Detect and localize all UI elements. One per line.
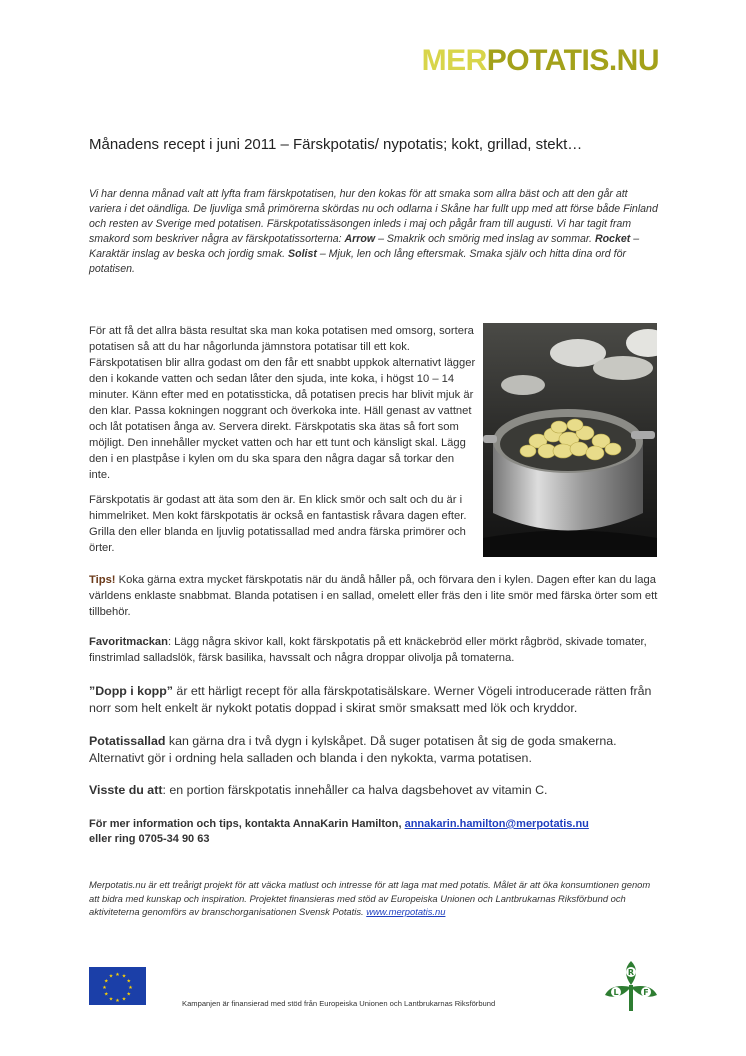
logo-part2: POTATIS.NU xyxy=(486,44,659,77)
visste-du-att-label: Visste du att xyxy=(89,783,163,797)
cooking-paragraph: För att få det allra bästa resultat ska man koka potatisen med omsorg, sortera potatisen så att du har någorlunda jämnstora potatisar till ett kok. Färskpotatisen blir allra godast om den får ett snabbt uppkok alternativt lägger den i kokande vatten och sedan låter den sjuda, inte koka, i högst 10 – 14 minuter. Känn efter med en potatissticka, då potatisen precis har blivit mjuk är den klar. Passa kokningen noggrant och överkoka inte. Häll genast av vattnet och låt potatisen ånga av. Servera direkt. Färskpotatis ska ätas så fort som möjligt. Den innehåller mycket vatten och har ett tunt och känsligt skal. Lägg den i en plastpåse i kylen om du ska spara den några dagar så torkar den inte. xyxy=(89,325,476,481)
tips-label: Tips! xyxy=(89,574,116,586)
favoritmackan-label: Favoritmackan xyxy=(89,636,168,648)
page-title: Månadens recept i juni 2011 – Färskpotatis/ nypotatis; kokt, grillad, stekt… xyxy=(89,136,583,153)
rocket-label: Rocket xyxy=(594,233,631,245)
svg-text:★: ★ xyxy=(121,973,127,980)
merpotatis-logo xyxy=(422,46,659,76)
potatissallad-paragraph: Potatissallad kan gärna dra i två dygn i kylskåpet. Då suger potatisen åt sig de goda smakerna. Alternativt gör i ordning hela salladen och blanda i den nykokta, varma potatisen. xyxy=(89,734,617,765)
svg-text:★: ★ xyxy=(102,985,107,991)
svg-text:★: ★ xyxy=(126,978,132,985)
arrow-label: Arrow xyxy=(344,233,376,245)
merpotatis-website-link[interactable]: www.merpotatis.nu xyxy=(366,906,446,918)
dopp-i-kopp-paragraph: ”Dopp i kopp” är ett härligt recept för alla färskpotatisälskare. Werner Vögeli introducerade rätten från norr som helt enkelt är nykokt potatis doppad i skirat smör smaksatt med lök och kryddor. xyxy=(89,684,652,715)
svg-text:★: ★ xyxy=(103,991,109,998)
visste-du-att-paragraph: Visste du att: en portion färskpotatis innehåller ca halva dagsbehovet av vitamin C. xyxy=(89,783,548,797)
svg-text:★: ★ xyxy=(115,998,120,1004)
svg-text:★: ★ xyxy=(115,972,120,978)
svg-text:★: ★ xyxy=(103,978,109,985)
footer-paragraph: Merpotatis.nu är ett treårigt projekt för att väcka matlust och intresse för att laga mat med potatis. Målet är att öka konsumtionen genom att bidra med kunskap och inspiration. Projektet finansieras med stöd av Europeiska Unionen och Lantbrukarnas Riksförbund och aktiviteterna genomförs av branschorganisationen Svensk Potatis. www.merpotatis.nu xyxy=(89,879,651,918)
contact-info: För mer information och tips, kontakta AnnaKarin Hamilton, annakarin.hamilton@merpotatis.nu eller ring 0705-34 90 63 xyxy=(89,818,589,845)
dopp-i-kopp-label: ”Dopp i kopp” xyxy=(89,684,173,698)
svg-text:★: ★ xyxy=(108,996,114,1003)
lrf-letter-l: L xyxy=(613,988,619,997)
eu-flag-icon xyxy=(89,967,146,1005)
contact-email-link[interactable]: annakarin.hamilton@merpotatis.nu xyxy=(404,818,589,830)
lrf-letter-f: F xyxy=(643,988,649,997)
favoritmackan-paragraph: Favoritmackan: Lägg några skivor kall, kokt färskpotatis på ett knäckebröd eller mörkt rågbröd, skivade tomater, finstrimlad salladslök, färsk basilika, havssalt och några droppar olivolja på tomaterna. xyxy=(89,636,647,664)
svg-text:★: ★ xyxy=(108,973,114,980)
lrf-logo-icon xyxy=(601,961,661,1011)
contact-phone: eller ring 0705-34 90 63 xyxy=(89,833,210,845)
potatissallad-label: Potatissallad xyxy=(89,734,166,748)
potato-pot-photo xyxy=(483,323,657,557)
serving-paragraph: Färskpotatis är godast att äta som den är. En klick smör och salt och du är i himmelriket. Men kokt färskpotatis är också en fantastisk råvara dagen efter. Grilla den eller blanda en ljuvlig potatissallad med andra färska primörer och örter. xyxy=(89,494,467,554)
intro-paragraph: Vi har denna månad valt att lyfta fram färskpotatisen, hur den kokas för att smaka som allra bäst och att den går att variera i det oändliga. De ljuvliga små primörerna skördas nu och odlarna i Skåne har fullt upp med att förse både Finland och resten av Sverige med potatisen. Färskpotatissäsongen inleds i maj och pågår fram till augusti. Vi har tagit fram smakord som beskriver några av färskpotatissorterna: Arrow – Smakrik och smörig med inslag av sommar. Rocket – Karaktär inslag av beska och jordig smak. Solist – Mjuk, len och lång eftersmak. Smaka själv och hitta dina ord för potatisen. xyxy=(89,188,658,275)
svg-text:★: ★ xyxy=(121,996,127,1003)
svg-text:★: ★ xyxy=(126,991,132,998)
lrf-letter-r: R xyxy=(627,968,635,977)
logo-part1: MER xyxy=(421,44,487,77)
tips-paragraph: Tips! Koka gärna extra mycket färskpotatis när du ändå håller på, och förvara den i kylen. Dagen efter kan du laga världens enklaste snabbmat. Blanda potatisen i en sallad, omelett eller fräs den i lite smör med färska örter som ett tillbehör. xyxy=(89,574,658,618)
solist-label: Solist xyxy=(288,248,317,260)
svg-text:★: ★ xyxy=(128,985,133,991)
financing-caption: Kampanjen är finansierad med stöd från Europeiska Unionen och Lantbrukarnas Riksförbund xyxy=(182,999,496,1008)
